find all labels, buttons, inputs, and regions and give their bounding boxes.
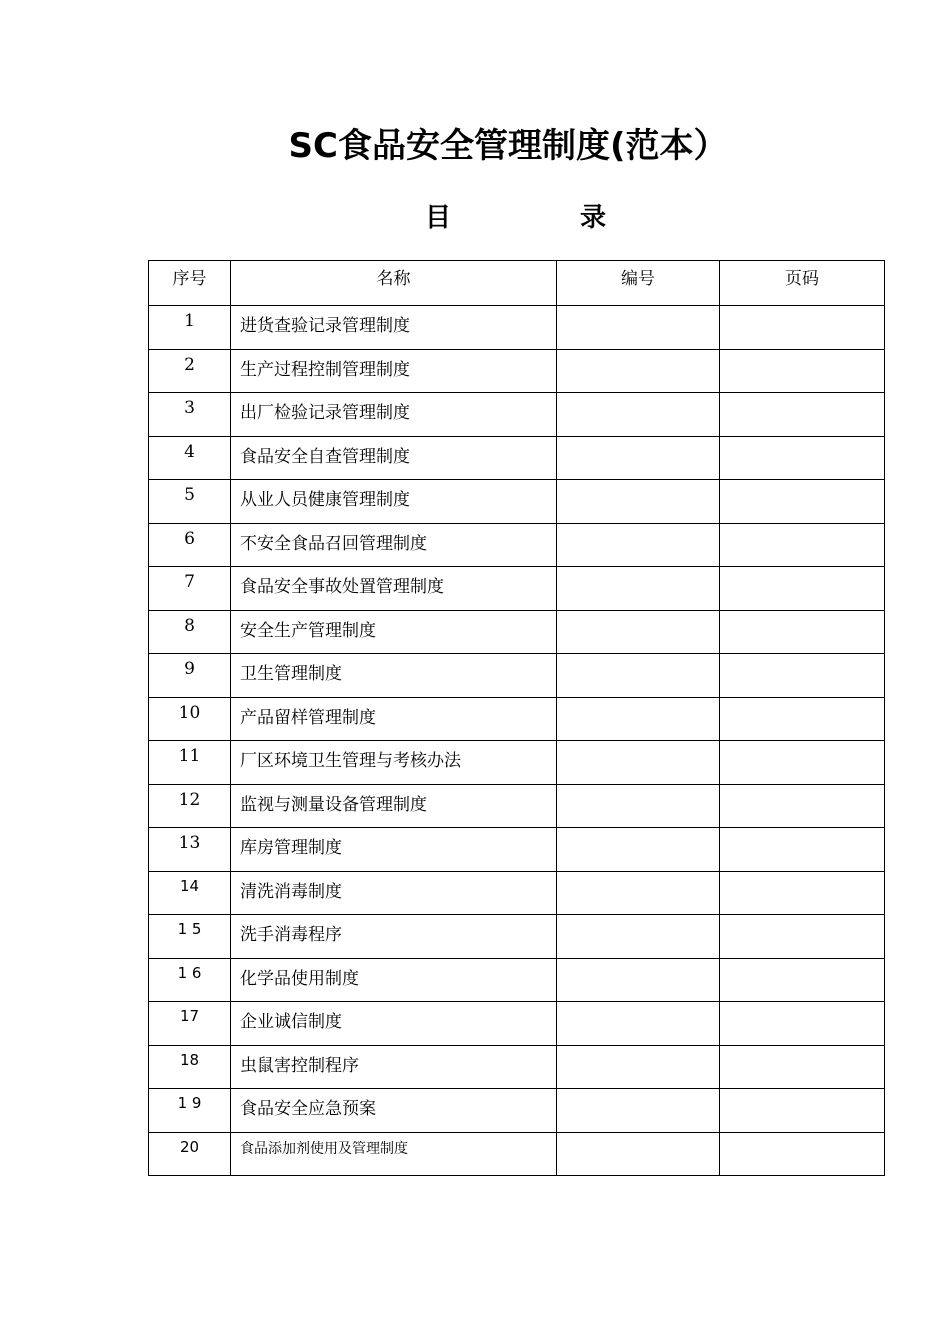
document-title: SC食品安全管理制度(范本） bbox=[288, 126, 728, 166]
row-name: 食品安全自查管理制度 bbox=[231, 436, 557, 480]
table-row bbox=[149, 697, 885, 741]
row-code bbox=[557, 915, 720, 959]
table-row bbox=[149, 958, 885, 1002]
row-code bbox=[557, 1002, 720, 1046]
row-name: 产品留样管理制度 bbox=[231, 697, 557, 741]
row-code bbox=[557, 1089, 720, 1133]
table-row bbox=[149, 436, 885, 480]
row-number: 17 bbox=[149, 1002, 231, 1046]
table-row bbox=[149, 306, 885, 350]
toc-table bbox=[148, 260, 885, 1176]
row-number: 6 bbox=[149, 523, 231, 567]
row-page bbox=[720, 915, 885, 959]
row-name: 虫鼠害控制程序 bbox=[231, 1045, 557, 1089]
row-number: 13 bbox=[149, 828, 231, 872]
row-number: 10 bbox=[149, 697, 231, 741]
toc-heading bbox=[0, 197, 950, 237]
toc-heading-char-2: 录 bbox=[580, 203, 607, 233]
header-page: 页码 bbox=[720, 261, 885, 306]
row-page bbox=[720, 610, 885, 654]
row-code bbox=[557, 697, 720, 741]
table-row bbox=[149, 1002, 885, 1046]
row-page bbox=[720, 654, 885, 698]
row-page bbox=[720, 436, 885, 480]
table-row bbox=[149, 871, 885, 915]
table-row bbox=[149, 1132, 885, 1176]
row-code bbox=[557, 958, 720, 1002]
row-number: 1 bbox=[149, 306, 231, 350]
row-code bbox=[557, 523, 720, 567]
row-page bbox=[720, 784, 885, 828]
row-name: 从业人员健康管理制度 bbox=[231, 480, 557, 524]
row-name: 监视与测量设备管理制度 bbox=[231, 784, 557, 828]
row-name: 厂区环境卫生管理与考核办法 bbox=[231, 741, 557, 785]
row-number: 9 bbox=[149, 654, 231, 698]
row-number: 4 bbox=[149, 436, 231, 480]
row-code bbox=[557, 349, 720, 393]
header-number: 序号 bbox=[149, 261, 231, 306]
row-number: 7 bbox=[149, 567, 231, 611]
table-row bbox=[149, 393, 885, 437]
row-code bbox=[557, 784, 720, 828]
header-name: 名称 bbox=[231, 261, 557, 306]
row-page bbox=[720, 1089, 885, 1133]
row-number: 11 bbox=[149, 741, 231, 785]
row-page bbox=[720, 306, 885, 350]
row-number: 1 5 bbox=[149, 915, 231, 959]
row-name: 库房管理制度 bbox=[231, 828, 557, 872]
table-row bbox=[149, 349, 885, 393]
row-page bbox=[720, 958, 885, 1002]
row-code bbox=[557, 480, 720, 524]
row-page bbox=[720, 480, 885, 524]
header-code: 编号 bbox=[557, 261, 720, 306]
row-code bbox=[557, 741, 720, 785]
row-code bbox=[557, 871, 720, 915]
row-code bbox=[557, 610, 720, 654]
row-name: 出厂检验记录管理制度 bbox=[231, 393, 557, 437]
row-page bbox=[720, 741, 885, 785]
row-number: 14 bbox=[149, 871, 231, 915]
row-code bbox=[557, 654, 720, 698]
row-number: 5 bbox=[149, 480, 231, 524]
row-name: 洗手消毒程序 bbox=[231, 915, 557, 959]
row-code bbox=[557, 1045, 720, 1089]
table-row bbox=[149, 610, 885, 654]
table-row bbox=[149, 480, 885, 524]
row-page bbox=[720, 523, 885, 567]
row-page bbox=[720, 1132, 885, 1176]
table-row bbox=[149, 1089, 885, 1133]
row-page bbox=[720, 871, 885, 915]
row-number: 18 bbox=[149, 1045, 231, 1089]
toc-heading-char-1: 目 bbox=[425, 203, 452, 233]
row-number: 1 9 bbox=[149, 1089, 231, 1133]
row-number: 2 bbox=[149, 349, 231, 393]
row-name: 进货查验记录管理制度 bbox=[231, 306, 557, 350]
row-code bbox=[557, 567, 720, 611]
row-name: 食品安全应急预案 bbox=[231, 1089, 557, 1133]
row-name: 化学品使用制度 bbox=[231, 958, 557, 1002]
row-name: 食品安全事故处置管理制度 bbox=[231, 567, 557, 611]
row-name: 安全生产管理制度 bbox=[231, 610, 557, 654]
row-number: 12 bbox=[149, 784, 231, 828]
row-name: 食品添加剂使用及管理制度 bbox=[231, 1132, 557, 1176]
row-name: 企业诚信制度 bbox=[231, 1002, 557, 1046]
row-number: 20 bbox=[149, 1132, 231, 1176]
row-code bbox=[557, 306, 720, 350]
table-row bbox=[149, 654, 885, 698]
table-row bbox=[149, 784, 885, 828]
row-page bbox=[720, 1045, 885, 1089]
toc-body bbox=[149, 306, 885, 1176]
row-name: 不安全食品召回管理制度 bbox=[231, 523, 557, 567]
row-number: 1 6 bbox=[149, 958, 231, 1002]
row-name: 生产过程控制管理制度 bbox=[231, 349, 557, 393]
row-number: 3 bbox=[149, 393, 231, 437]
row-code bbox=[557, 436, 720, 480]
row-number: 8 bbox=[149, 610, 231, 654]
row-name: 清洗消毒制度 bbox=[231, 871, 557, 915]
row-code bbox=[557, 1132, 720, 1176]
table-row bbox=[149, 741, 885, 785]
row-name: 卫生管理制度 bbox=[231, 654, 557, 698]
row-page bbox=[720, 393, 885, 437]
row-page bbox=[720, 567, 885, 611]
row-page bbox=[720, 1002, 885, 1046]
table-row bbox=[149, 828, 885, 872]
row-page bbox=[720, 828, 885, 872]
table-row bbox=[149, 915, 885, 959]
row-code bbox=[557, 828, 720, 872]
table-row bbox=[149, 1045, 885, 1089]
row-code bbox=[557, 393, 720, 437]
row-page bbox=[720, 697, 885, 741]
row-page bbox=[720, 349, 885, 393]
toc-header-row bbox=[149, 261, 885, 306]
table-row bbox=[149, 567, 885, 611]
table-row bbox=[149, 523, 885, 567]
